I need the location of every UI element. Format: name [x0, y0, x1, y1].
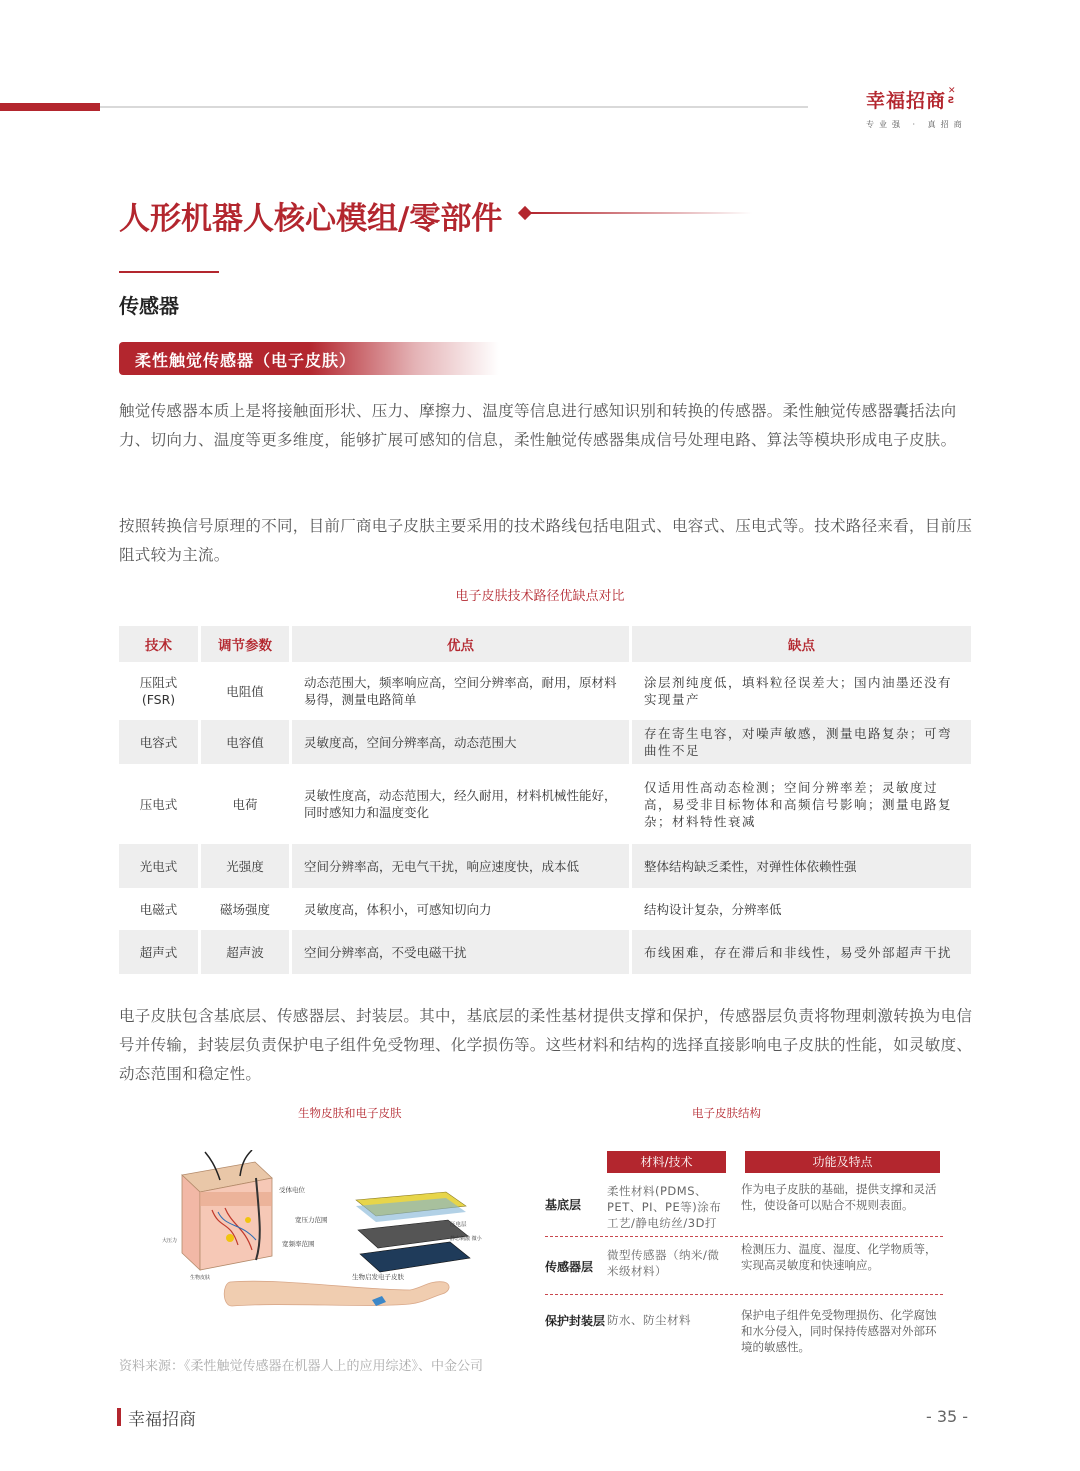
pros-cell: 空间分辨率高，无电气干扰，响应速度快，成本低 [292, 844, 632, 888]
layer-name-sensor: 传感器层 [545, 1260, 594, 1274]
layer-material-substrate: 柔性材料(PDMS、PET、PI、PE等)涂布工艺/静电纺丝/3D打 [607, 1184, 722, 1230]
tech-cell: 超声式 [119, 930, 201, 974]
header-accent-bar [0, 103, 100, 111]
skin-label-wide-pressure: 宽压力范围 [295, 1216, 328, 1224]
layer-divider [545, 1236, 943, 1237]
skin-label-layer: 压电层 [450, 1222, 467, 1228]
layer-function-substrate: 作为电子皮肤的基础，提供支撑和灵活性，使设备可以贴合不规则表面。 [741, 1182, 937, 1212]
tech-cell: 压阻式 (FSR) [119, 662, 201, 720]
page-title: 人形机器人核心模组/零部件 [119, 201, 503, 237]
footer-accent-bar [117, 1408, 121, 1426]
param-cell: 电阻值 [201, 662, 292, 720]
title-decoration [520, 208, 752, 218]
layer-material-encapsulation: 防水、防尘材料 [607, 1313, 691, 1327]
table-row [119, 662, 974, 720]
paragraph-structure: 电子皮肤包含基底层、传感器层、封装层。其中，基底层的柔性基材提供支撑和保护，传感器层负责将物理刺激转换为电信号并传输，封装层负责保护电子组件免受物理、化学损伤等。这些材料和结构的选择直接影响电子皮肤的性能，如灵敏度、动态范围和稳定性。 [119, 1007, 973, 1083]
tech-cell: 电容式 [119, 720, 201, 764]
layer-material-sensor: 微型传感器（纳米/微米级材料） [607, 1248, 720, 1278]
cons-cell: 布线困难，存在滞后和非线性，易受外部超声干扰 [632, 930, 974, 974]
eskin-layers-image [356, 1192, 470, 1272]
tech-cell: 光电式 [119, 844, 201, 888]
skin-label-wide-frequency: 宽频率范围 [282, 1240, 315, 1248]
table-row [119, 764, 974, 844]
param-cell: 磁场强度 [201, 888, 292, 930]
param-cell: 光强度 [201, 844, 292, 888]
subsection-banner [119, 342, 499, 375]
logo-mark: ✕ Ƨ [948, 86, 957, 106]
cons-cell: 整体结构缺乏柔性，对弹性体依赖性强 [632, 844, 974, 888]
section-rule [119, 271, 219, 273]
header-cell: 优点 [292, 626, 632, 662]
structure-header-function: 功能及特点 [745, 1151, 940, 1173]
layer-function-sensor: 检测压力、温度、湿度、化学物质等，实现高灵敏度和快速响应。 [741, 1242, 937, 1272]
param-cell: 电容值 [201, 720, 292, 764]
logo-slogan: 专业强 · 真招商 [866, 120, 967, 129]
cons-cell: 结构设计复杂，分辨率低 [632, 888, 974, 930]
tech-cell: 电磁式 [119, 888, 201, 930]
cons-cell: 存在寄生电容，对噪声敏感，测量电路复杂；可弯曲性不足 [632, 720, 974, 764]
layer-divider [545, 1294, 943, 1295]
pros-cell: 空间分辨率高，不受电磁干扰 [292, 930, 632, 974]
subsection-title: 柔性触觉传感器（电子皮肤） [135, 351, 357, 370]
skin-label-dynamic: 静态刺激 微小 [450, 1236, 482, 1242]
header-cell: 缺点 [632, 626, 974, 662]
source-note: 资料来源：《柔性触觉传感器在机器人上的应用综述》、中金公司 [119, 1359, 484, 1374]
paragraph-routes: 按照转换信号原理的不同，目前厂商电子皮肤主要采用的技术路线包括电阻式、电容式、压电式等。技术路径来看，目前压阻式较为主流。 [119, 517, 973, 564]
table-row [119, 844, 974, 888]
param-cell: 超声波 [201, 930, 292, 974]
skin-label-receptor: 受体电位 [279, 1186, 305, 1194]
layer-name-substrate: 基底层 [545, 1198, 582, 1212]
figure-caption-skin: 生物皮肤和电子皮肤 [298, 1106, 402, 1120]
header-cell: 技术 [119, 626, 201, 662]
skin-cross-section-image [182, 1150, 272, 1270]
logo-text: 幸福招商 [866, 90, 947, 112]
header-cell: 调节参数 [201, 626, 292, 662]
layer-name-encapsulation: 保护封装层 [545, 1314, 606, 1328]
footer-brand: 幸福招商 [128, 1410, 196, 1430]
cons-cell: 涂层剂纯度低，填料粒径误差大；国内油墨还没有实现量产 [632, 662, 974, 720]
arm-image [224, 1281, 449, 1306]
param-cell: 电荷 [201, 764, 292, 844]
table-row [119, 930, 974, 974]
table-header-row [119, 626, 974, 662]
pros-cell: 灵敏度高，体积小，可感知切向力 [292, 888, 632, 930]
skin-label-bio-skin: 生物皮肤 [190, 1275, 211, 1281]
paragraph-intro: 触觉传感器本质上是将接触面形状、压力、摩擦力、温度等信息进行感知识别和转换的传感器。柔性触觉传感器囊括法向力、切向力、温度等更多维度，能够扩展可感知的信息，柔性触觉传感器集成信号处理电路、算法等模块形成电子皮肤。 [119, 402, 957, 449]
brand-logo [866, 86, 976, 130]
table-row [119, 720, 974, 764]
figure-caption-structure: 电子皮肤结构 [692, 1106, 761, 1120]
table-caption: 电子皮肤技术路径优缺点对比 [455, 589, 625, 604]
section-title: 传感器 [119, 294, 179, 318]
pros-cell: 动态范围大，频率响应高，空间分辨率高，耐用，原材料易得，测量电路简单 [292, 662, 632, 720]
cons-cell: 仅适用性高动态检测；空间分辨率差；灵敏度过高，易受非目标物体和高频信号影响；测量电路复杂；材料特性衰减 [632, 764, 974, 844]
pros-cell: 灵敏度高，空间分辨率高，动态范围大 [292, 720, 632, 764]
pros-cell: 灵敏性度高，动态范围大，经久耐用，材料机械性能好，同时感知力和温度变化 [292, 764, 632, 844]
header-rule [100, 106, 808, 108]
page-number: - 35 - [926, 1407, 969, 1426]
skin-label-biomimetic: 生物启发电子皮肤 [352, 1273, 404, 1281]
layer-function-encapsulation: 保护电子组件免受物理损伤、化学腐蚀和水分侵入，同时保持传感器对外部环境的敏感性。 [741, 1308, 937, 1354]
skin-illustration [160, 1150, 520, 1325]
skin-label-large-pressure: 大压力 [162, 1238, 178, 1244]
comparison-table [119, 626, 974, 974]
tech-cell: 压电式 [119, 764, 201, 844]
table-row [119, 888, 974, 930]
structure-header-material: 材料/技术 [607, 1151, 726, 1173]
